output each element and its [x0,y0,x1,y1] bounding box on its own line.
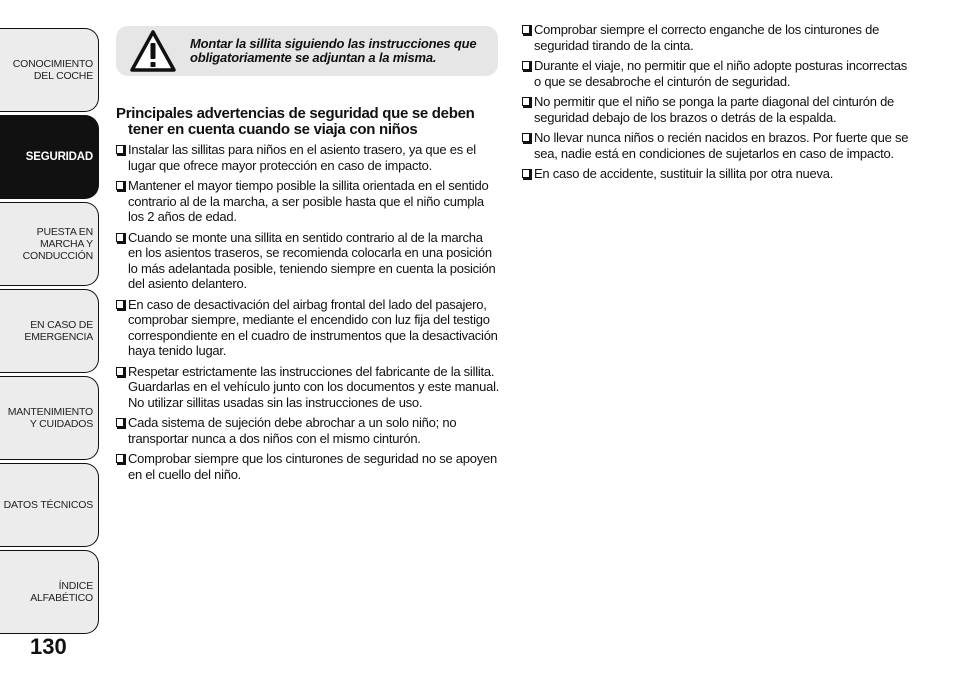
tab-seguridad[interactable]: SEGURIDAD [0,115,99,199]
list-item: En caso de accidente, sustituir la sillita por otra nueva. [522,166,912,182]
list-item: Mantener el mayor tiempo posible la sillita orientada en el sentido contrario al de la marcha, a ser posible hasta que el niño cumpla los 2 años de edad. [116,178,500,225]
list-item: En caso de desactivación del airbag frontal del lado del pasajero, comprobar siempre, mediante el encendido con luz fija del testigo correspondiente en el cuadro de instrumentos que la desactivación haya tenido lugar. [116,297,500,359]
list-item: Durante el viaje, no permitir que el niño adopte posturas incorrectas o que se desabroche el cinturón de seguridad. [522,58,912,89]
list-item: Cada sistema de sujeción debe abrochar a un solo niño; no transportar nunca a dos niños con el mismo cinturón. [116,415,500,446]
tab-conocimiento-del-coche[interactable]: CONOCIMIENTO DEL COCHE [0,28,99,112]
checkbox-bullet-icon [522,133,530,142]
tab-en-caso-de-emergencia[interactable]: EN CASO DE EMERGENCIA [0,289,99,373]
list-item: Cuando se monte una sillita en sentido contrario al de la marcha en los asientos traseros, se recomienda colocarla en una posición lo más adelantada posible, teniendo siempre en cuenta la posición del asiento delantero. [116,230,500,292]
checkbox-bullet-icon [116,367,124,376]
warning-triangle-icon [130,29,176,73]
checkbox-bullet-icon [116,418,124,427]
checkbox-bullet-icon [522,25,530,34]
list-item: Comprobar siempre el correcto enganche de los cinturones de seguridad tirando de la cinta. [522,22,912,53]
checkbox-bullet-icon [116,145,124,154]
list-item: No llevar nunca niños o recién nacidos en brazos. Por fuerte que se sea, nadie está en condiciones de sujetarlos en caso de impacto. [522,130,912,161]
tab-indice-alfabetico[interactable]: ÍNDICE ALFABÉTICO [0,550,99,634]
chapter-sidebar [0,0,100,640]
left-column [116,106,500,487]
checkbox-bullet-icon [116,233,124,242]
list-item: Comprobar siempre que los cinturones de seguridad no se apoyen en el cuello del niño. [116,451,500,482]
checkbox-bullet-icon [522,97,530,106]
checkbox-bullet-icon [116,300,124,309]
checkbox-bullet-icon [522,169,530,178]
warning-text: Montar la sillita siguiendo las instrucciones que obligatoriamente se adjuntan a la misma. [190,36,477,65]
checkbox-bullet-icon [522,61,530,70]
list-item: No permitir que el niño se ponga la parte diagonal del cinturón de seguridad debajo de los brazos o detrás de la espalda. [522,94,912,125]
warning-box [116,26,498,76]
tab-puesta-en-marcha[interactable]: PUESTA EN MARCHA Y CONDUCCIÓN [0,202,99,286]
tab-datos-tecnicos[interactable]: DATOS TÉCNICOS [0,463,99,547]
right-column [522,22,912,187]
page-number: 130 [30,634,67,659]
tab-mantenimiento-y-cuidados[interactable]: MANTENIMIENTO Y CUIDADOS [0,376,99,460]
list-item: Respetar estrictamente las instrucciones del fabricante de la sillita. Guardarlas en el vehículo junto con los documentos y este manual. No utilizar sillitas usadas sin las instrucciones de uso. [116,364,500,411]
checkbox-bullet-icon [116,181,124,190]
section-title: Principales advertencias de seguridad que se deben tener en cuenta cuando se viaja con niños [116,105,475,138]
checkbox-bullet-icon [116,454,124,463]
list-item: Instalar las sillitas para niños en el asiento trasero, ya que es el lugar que ofrece mayor protección en caso de impacto. [116,142,500,173]
